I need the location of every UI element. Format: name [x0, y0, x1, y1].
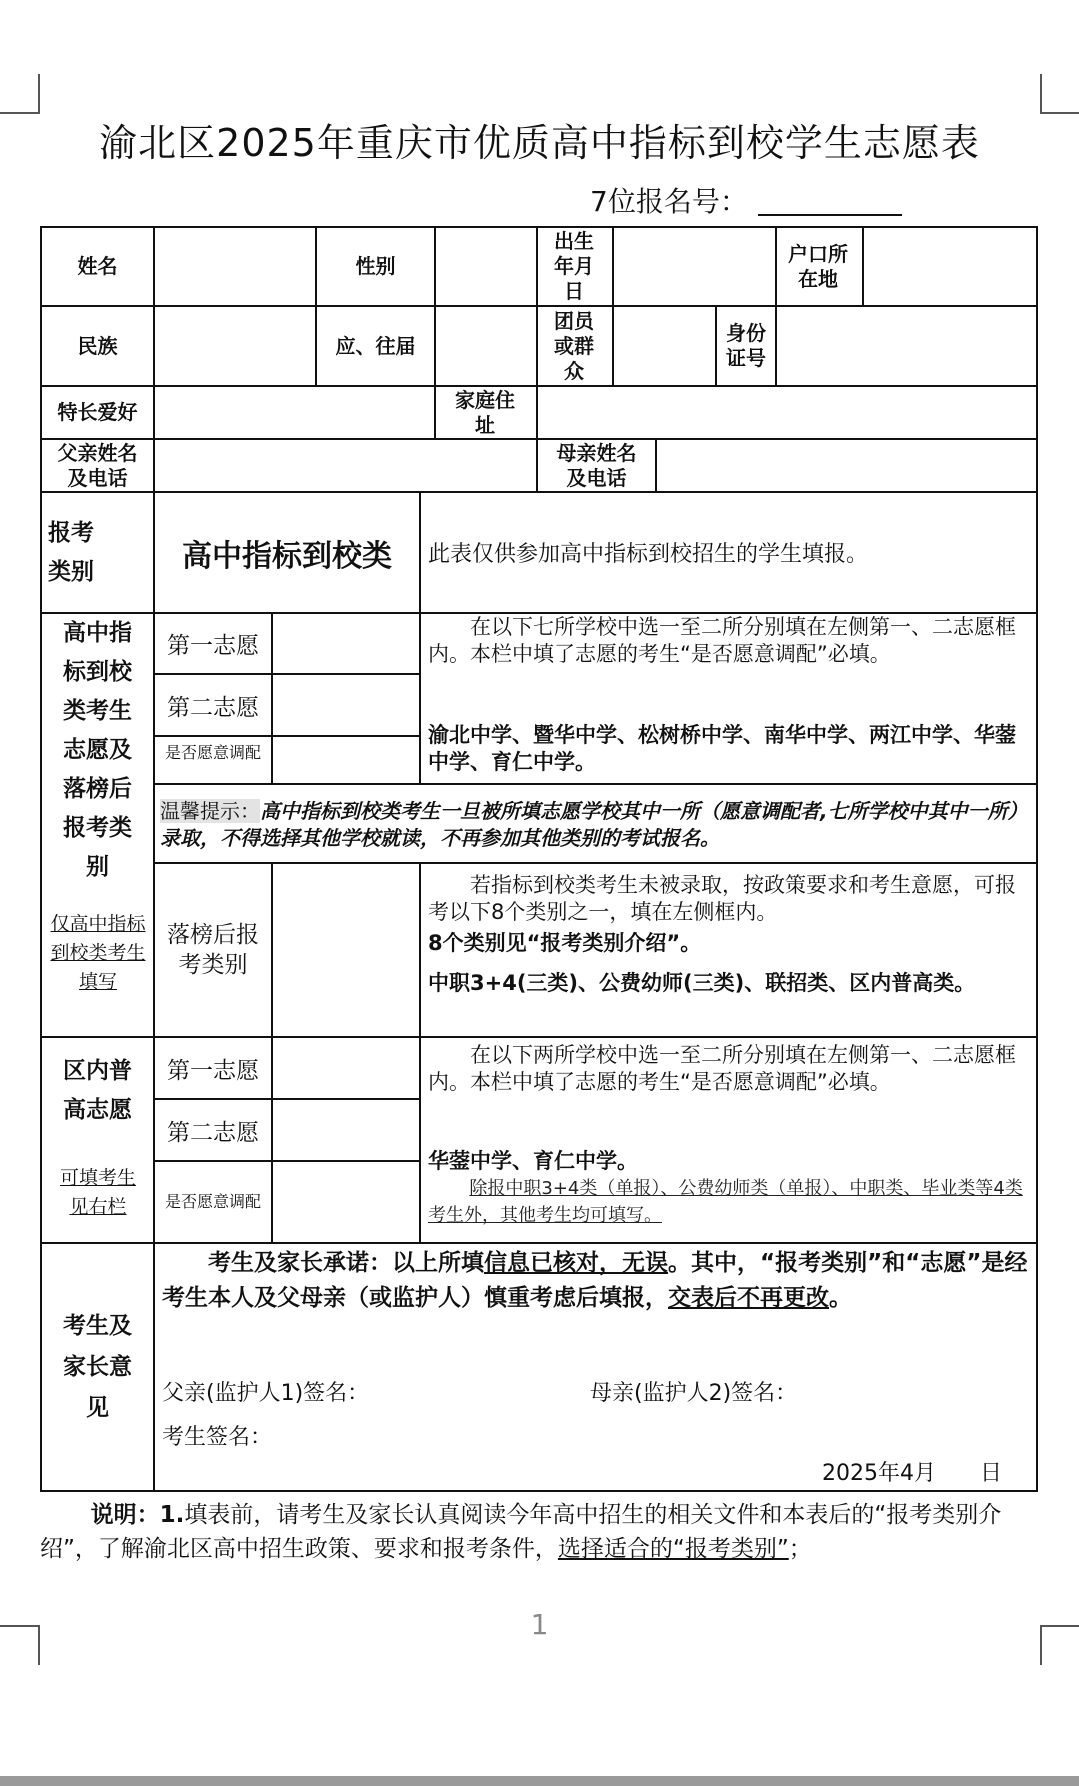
s1-fallback-field[interactable] [273, 864, 419, 1036]
s1-first-choice-label: 第一志愿 [167, 633, 259, 659]
s2-school-list: 华蓥中学、育仁中学。 [428, 1149, 638, 1173]
s2-first-choice-label: 第一志愿 [167, 1057, 259, 1084]
footer-note [40, 1498, 1038, 1566]
gender-field[interactable] [436, 228, 536, 305]
section1-side-note: 仅高中指标到校类考生填写 [50, 913, 146, 993]
label-name: 姓名 [77, 254, 118, 278]
s1-second-choice-field[interactable] [273, 675, 419, 735]
s2-adjust-label: 是否愿意调配 [164, 1192, 261, 1211]
pledge-part-c: 。其中，“报考类别”和“志愿”是经考生本人及父母亲（或监护人）慎重考虑后填报， [162, 1250, 1028, 1311]
s1-instructions: 在以下七所学校中选一至二所分别填在左侧第一、二志愿框内。本栏中填了志愿的考生“是否愿意调配”必填。 [428, 615, 1016, 666]
footer-text: 填表前，请考生及家长认真阅读今年高中招生的相关文件和本表后的“报考类别介绍”，了解渝北区高中招生政策、要求和报考条件， [40, 1502, 1002, 1562]
mother-signature-label: 母亲(监护人2)签名： [590, 1381, 798, 1406]
father-signature-label: 父亲(监护人1)签名： [162, 1381, 370, 1406]
ethnic-field[interactable] [155, 307, 315, 385]
s1-tip-text: 高中指标到校类考生一旦被所填志愿学校其中一所（愿意调配者,七所学校中其中一所）录取，不得选择其他学校就读，不再参加其他类别的考试报名。 [160, 799, 1028, 850]
grad-field[interactable] [436, 307, 536, 385]
sign-date: 2025年4月 日 [822, 1461, 1002, 1486]
label-ethnic: 民族 [77, 333, 118, 358]
section2-side-note: 可填考生见右栏 [59, 1167, 136, 1218]
s1-adjust-field[interactable] [273, 737, 419, 783]
footer-end: ； [788, 1536, 812, 1562]
s2-instructions: 在以下两所学校中选一至二所分别填在左侧第一、二志愿框内。本栏中填了志愿的考生“是否愿意调配”必填。 [428, 1043, 1016, 1094]
label-idcard: 身份证号 [726, 321, 766, 370]
label-gender: 性别 [355, 254, 396, 278]
address-field[interactable] [538, 387, 1036, 438]
idcard-field[interactable] [777, 307, 1036, 385]
label-father: 父亲姓名及电话 [57, 440, 138, 490]
s2-adjust-field[interactable] [273, 1162, 419, 1242]
footer-number: 1. [159, 1502, 185, 1528]
footer-heading: 说明： [90, 1502, 160, 1528]
label-exam-type: 报考类别 [48, 519, 94, 585]
s1-fallback-list: 中职3+4(三类)、公费幼师(三类)、联招类、区内普高类。 [428, 971, 976, 995]
footer-underlined: 选择适合的“报考类别” [557, 1536, 789, 1562]
label-hobby: 特长爱好 [57, 400, 138, 424]
crop-mark-top-left [0, 74, 40, 114]
s2-first-choice-field[interactable] [273, 1038, 419, 1098]
s1-adjust-label: 是否愿意调配 [164, 743, 261, 762]
pledge [162, 1246, 1030, 1316]
section3-side-label: 考生及家长意见 [63, 1312, 132, 1421]
s1-school-list: 渝北中学、暨华中学、松树桥中学、南华中学、两江中学、华蓥中学、育仁中学。 [428, 723, 1016, 774]
exam-type-desc: 此表仅供参加高中指标到校招生的学生填报。 [428, 542, 869, 567]
exam-type-value: 高中指标到校类 [182, 538, 392, 574]
label-hukou: 户口所在地 [788, 241, 848, 291]
pledge-part-d: 交表后不再更改 [668, 1285, 829, 1311]
bottom-scroll-bar [0, 1776, 1079, 1786]
label-mother: 母亲姓名及电话 [556, 440, 637, 490]
mother-field[interactable] [657, 440, 1036, 491]
father-field[interactable] [155, 440, 536, 491]
s1-fallback-instructions: 若指标到校类考生未被录取，按政策要求和考生意愿，可报考以下8个类别之一，填在左侧框内。 [428, 873, 1016, 924]
label-grad: 应、往届 [335, 333, 416, 358]
registration-number-field[interactable] [758, 214, 902, 216]
s1-fallback-bold: 8个类别见“报考类别介绍”。 [428, 931, 702, 955]
s2-second-choice-label: 第二志愿 [167, 1119, 259, 1146]
student-signature-label: 考生签名： [162, 1425, 273, 1450]
hukou-field[interactable] [864, 228, 1036, 305]
hobby-field[interactable] [155, 387, 434, 438]
label-address: 家庭住址 [455, 387, 515, 437]
name-field[interactable] [155, 228, 315, 305]
registration-number-label: 7位报名号： [590, 185, 748, 218]
birth-field[interactable] [614, 228, 775, 305]
label-league: 团员或群众 [554, 308, 594, 383]
s1-first-choice-field[interactable] [273, 614, 419, 673]
s1-second-choice-label: 第二志愿 [167, 694, 259, 721]
section2-side-label: 区内普高志愿 [63, 1058, 132, 1123]
page-number: 1 [530, 1608, 549, 1641]
s2-eligibility-note: 除报中职3+4类（单报）、公费幼师类（单报）、中职类、毕业类等4类考生外，其他考生均可填写。 [428, 1178, 1023, 1226]
s1-tip [160, 798, 1032, 852]
label-birth: 出生年月日 [554, 229, 594, 303]
crop-mark-top-right [1040, 74, 1079, 114]
s2-second-choice-field[interactable] [273, 1100, 419, 1160]
league-field[interactable] [614, 307, 715, 385]
page-title: 渝北区2025年重庆市优质高中指标到校学生志愿表 [99, 121, 980, 165]
pledge-part-a: 考生及家长承诺：以上所填 [208, 1250, 484, 1276]
section1-side-label: 高中指标到校类考生志愿及落榜后报考类别 [63, 620, 132, 880]
s1-tip-label: 温馨提示： [160, 799, 260, 823]
pledge-part-b: 信息已核对，无误 [484, 1250, 668, 1276]
s1-fallback-label: 落榜后报考类别 [167, 922, 259, 978]
pledge-part-e: 。 [829, 1285, 852, 1311]
